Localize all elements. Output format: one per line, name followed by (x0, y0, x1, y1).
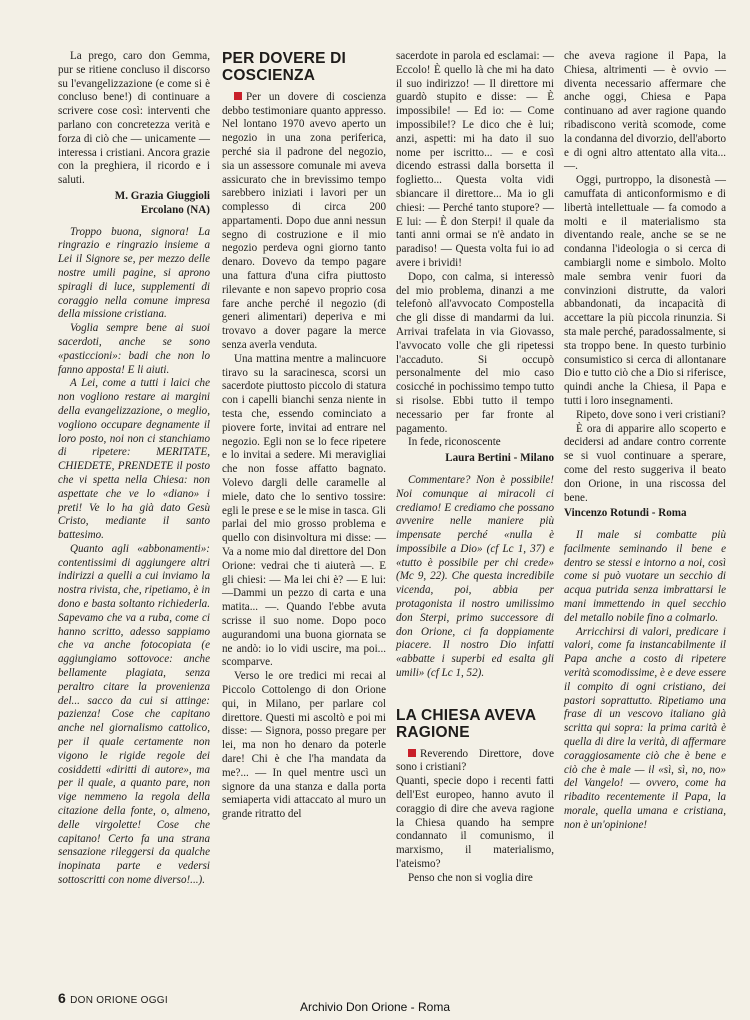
column-4 (564, 50, 726, 833)
letter-paragraph: sacerdote in parola ed esclamai: — Eccolo! È quello là che mi ha dato il suo indirizzo! — Il direttore mi guardò stupito e disse: — È impossibile! — Ed io: — Come impossibile!? Le dico che è lui; anzi, aspetti: mi ha dato il suo nome per iscritto... — e così dicendo estrassi dalla borsetta il foglietto... Questa volta vidi sbiancare il direttore... Ma io gli chiesi: — Perché tanto stupore? — E lui: — È don Sterpi! il quale da tanti anni ormai se n'è andato in paradiso! — Questa volta fui io ad avere i brividi! (396, 50, 554, 269)
reply-paragraph: A Lei, come a tutti i laici che non vogliono restare ai margini della evangelizzazione, o meglio, vogliono occupare degnamente il loro posto, noi non ci stanchiamo di ripetere: MERITATE, CHIEDETE, PRENDETE il posto che vi spetta nella Chiesa: non aspettate che ve lo «diano» i preti! Ve lo ha già dato Gesù Cristo, mediante il santo battesimo. (58, 377, 210, 542)
letter-text: La prego, caro don Gemma, pur se ritiene concluso il discorso su l'evangelizzazione (e come si è concluso bene!) di continuare a scrivere cose così: interventi che parlano con concretezza verità e forza di ciò che — unicamente — interessa i cristiani. Ancora grazie con la preghiera, il ricordo e i saluti. (58, 50, 210, 187)
letter-paragraph: Oggi, purtroppo, la disonestà — camuffata di anticonformismo e di libertà intellettuale — fa comodo a molti e il materialismo sta diventando reale, anche se se ne condanna l'ideologia o si cerca di cambiargli nome e simbolo. Molto male sembra venir fuori da convinzioni distrutte, da valori abbandonati, da incapacità di accettare la più piccola rinunzia. Si sta male perché, paradossalmente, si sta troppo bene. In questo turbinio consumistico si cerca di allontanare Dio e tutto ciò che a Dio si riferisce, quindi anche la Chiesa, il Papa e tutti i loro insegnamenti. (564, 174, 726, 407)
letter-paragraph: Per un dovere di coscienza debbo testimoniare quanto appresso. Nel lontano 1970 avevo aperto un negozio in una zona periferica, perché sia il padrone del negozio, sia un assessore comunale mi aveva assicurato che in brevissimo tempo sarebbero iniziati i lavori per un complesso di circa 200 appartamenti. Dopo due anni nessun segno di costruzione e il mio negozio perdeva ogni giorno tanto denaro. Dovevo da tempo pagare una fattura d'una cifra piuttosto rilevante e non sapevo proprio cosa fare anche perché il negozio (di generi alimentari) deperiva e mi trovavo a dover pagare la merce senza averla venduta. (222, 90, 386, 352)
letter-paragraph: Ripeto, dove sono i veri cristiani? (576, 408, 726, 421)
column-1 (58, 50, 210, 888)
letter-paragraph: Una mattina mentre a malincuore tiravo su la saracinesca, scorsi un sacerdote piuttosto piccolo di statura con i capelli bianchi senza niente in testa che, essendo cominciato a piovere forte, invitai ad entrare nel negozio. Egli non se lo fece ripetere e lo invitai a sedere. Mi meravigliai che non fosse affatto bagnato. Volevo dargli delle caramelle al miele, dato che lo sentivo tossire: egli le prese e se le mise in tasca. Gli parlai del mio grosso problema e quello con disinvoltura mi disse: —Va a nome mio dal direttore del Don Orione: vedrai che ti aiuterà —. E gli chiesi: — Ma lei chi è? — E lui: —Dammi un pezzo di carta e una matita... —. Quando l'ebbe avuta scrisse il suo nome. Dopo poco augurandomi una buona giornata se ne andò: io lo vidi uscire, ma poi... scomparve. (222, 352, 386, 669)
reply-paragraph: Quanto agli «abbonamenti»: contentissimi di aggiungere altri indirizzi a quelli a cui inviamo la nostra rivista, che, ripetiamo, è in dono e basta soltanto richiederla. Sapevamo che va a ruba, come ci hanno scritto, adesso sappiamo che va anche fotocopiata (e aggiungiamo sottovoce: anche bellamente plagiata, senza peraltro citare la provenienza del... sacco da cui si attinge: pazienza! Cose che capitano anche nel giornalismo cattolico, per il quale certamente non vigono le rigide regole dei cosiddetti «diritti di autore», ma per il quale, a quanto pare, non vige nemmeno la regola della citazione della fonte, o, almeno, delle virgolette! Cose che capitano! Certo fa una strana sensazione rileggersi da qualche inopinata parte e vedersi sottoscritti con nome diverso!...). (58, 542, 210, 887)
section-title: PER DOVERE DI COSCIENZA (222, 50, 347, 85)
signature: Vincenzo Rotundi - Roma (564, 507, 687, 520)
letter-paragraph: È ora di apparire allo scoperto e decidersi ad andare contro corrente se si vuol continuare a sperare, come del resto suggeriva il beato don Orione, in una riscossa del bene. (564, 422, 726, 504)
letter-paragraph: Quanti, specie dopo i recenti fatti dell'Est europeo, hanno avuto il coraggio di dire che aveva ragione la Chiesa quando ha sempre condannato il comunismo, il marxismo, il materialismo, l'ateismo? (396, 775, 554, 870)
section-title-2: LA CHIESA AVEVA RAGIONE (396, 706, 536, 742)
column-3 (396, 50, 554, 886)
red-square-marker (234, 92, 242, 100)
reply-paragraph: Troppo buona, signora! La ringrazio e ringrazio insieme a Lei il Signore se, per mezzo delle nostre umili pagine, si aprono spiragli di luce, supplementi di coraggio nella comune impresa della missione cristiana. (58, 225, 210, 321)
red-square-marker (408, 749, 416, 757)
page-number: 6 (58, 990, 67, 1006)
column-2 (222, 50, 386, 822)
letter-paragraph: Verso le ore tredici mi recai al Piccolo Cottolengo di don Orione qui, in Milano, per parlare col direttore. Questi mi ascoltò e poi mi disse: — Signora, posso pregare per lei, ma non ho denaro da poterle dare! Chi è che l'ha mandata da me?... — In quel mentre uscì un signore da una stanza e dalla porta semiaperta vidi attaccato al muro un grande ritratto del (222, 670, 386, 821)
salutation: Reverendo Direttore, dove sono i cristiani? (396, 747, 554, 774)
reply-paragraph: Arricchirsi di valori, predicare i valori, come fa instancabilmente il Papa anche a costo di ripetere verità scomodissime, è e deve essere il compito di ogni cristiano, dei pastori soprattutto. Ripetiamo una frase di un vescovo italiano già scritta qui sopra: la prima carità è quella di dire la verità, di affermare coraggiosamente ciò che è bene e ciò che è male — il «sì, sì, no, no» del Vangelo! — ovvero, come ha ribadito recentemente il Papa, la morale, quella umana e cristiana, non è un'opinione! (564, 625, 726, 831)
letter-paragraph: Dopo, con calma, si interessò del mio problema, dinanzi a me telefonò all'avvocato Compostella che gli disse di mandarmi da lui. Arrivai trafelata in via Giovasso, l'avvocato volle che gli ripetessi l'accaduto. Si occupò personalmente del mio caso cosicché in pochissimo tempo tutto si risolse. Ebbi tutto il tempo necessario per far fronte al pagamento. (396, 270, 554, 435)
signature-name: M. Grazia Giuggioli (114, 189, 210, 202)
closing-line: In fede, riconoscente (408, 436, 501, 449)
reply-paragraph: Voglia sempre bene ai suoi sacerdoti, anche se sono «pasticcioni»: badi che non lo fanno apposta! E li aiuti. (58, 322, 210, 376)
magazine-name: DON ORIONE OGGI (70, 995, 168, 1006)
signature: Laura Bertini - Milano (445, 452, 554, 465)
archive-caption: Archivio Don Orione - Roma (299, 1000, 451, 1014)
letter-paragraph: che aveva ragione il Papa, la Chiesa, altrimenti — è ovvio — diventa necessario affermare che anche oggi, Chiesa e Papa continuano ad aver ragione quando ribadiscono verità scomode, come la condanna del divorzio, dell'aborto e di ogni altro attentato alla vita...—. (564, 50, 726, 173)
letter-paragraph: Penso che non si voglia dire (408, 871, 533, 884)
reply-paragraph: Il male si combatte più facilmente seminando il bene e dentro se stessi e intorno a noi, così come si può vuotare un secchio di acqua putrida senza imbrattarsi le mani immettendo in quel secchio del metallo nobile fino a colmarlo. (564, 529, 726, 624)
signature-place: Ercolano (NA) (140, 203, 210, 216)
reply-paragraph: Commentare? Non è possibile! Noi comunque ai miracoli ci crediamo! E crediamo che possano avvenire nelle maniere più impensate perché «nulla è impossibile a Dio» (cf Lc 1, 37) e «tutto è possibile per chi crede» (Mc 9, 22). Che questa incredibile vicenda, poi, abbia per protagonista il nostro umilissimo don Sterpi, primo successore di don Orione, ci fa doppiamente piacere. Il nostro Dio infatti «abbatte i superbi ed esalta gli umili» (cf Lc 1, 52). (396, 473, 554, 680)
